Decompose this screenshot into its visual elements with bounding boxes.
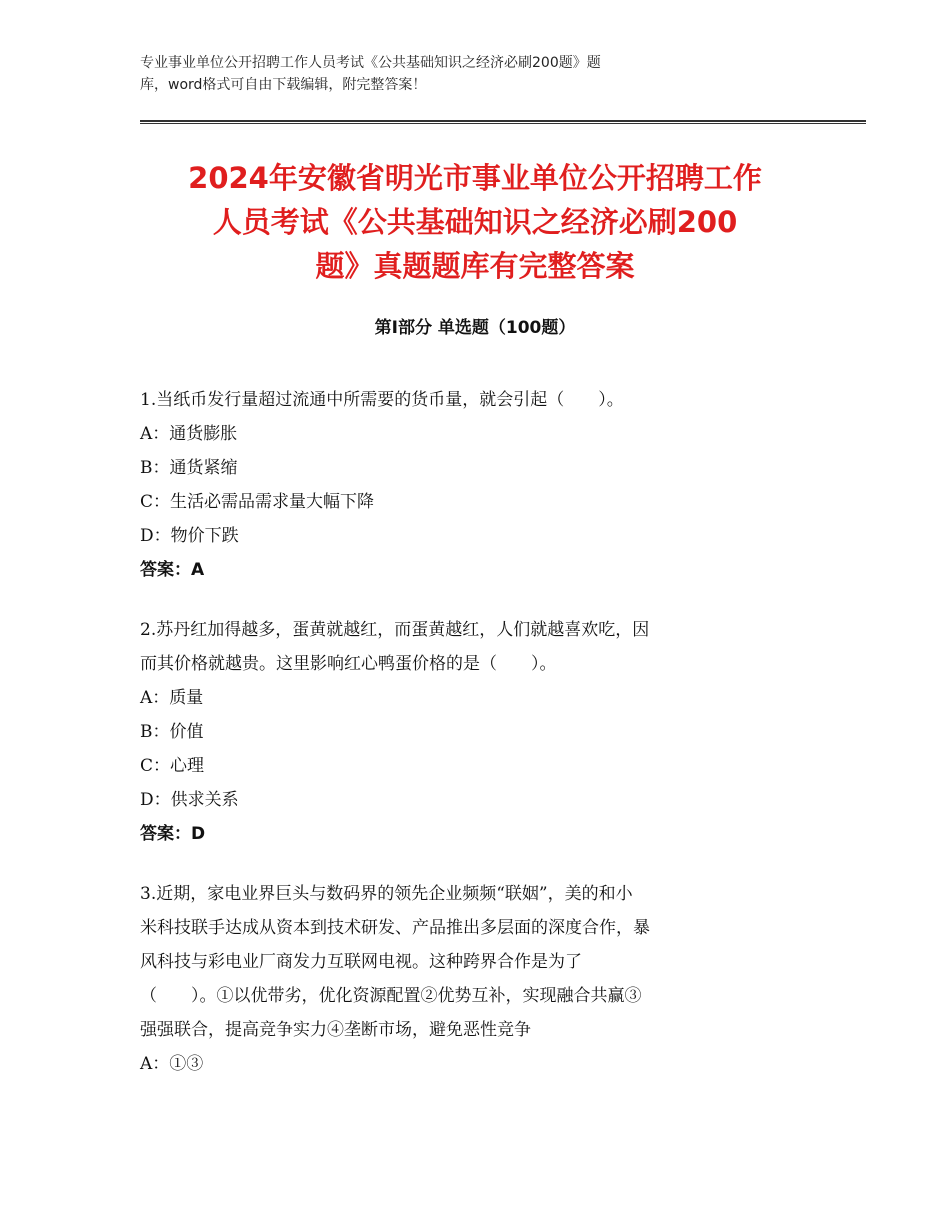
question-2 — [140, 613, 800, 851]
question-stem-line-2: 米科技联手达成从资本到技术研发、产品推出多层面的深度合作，暴 — [140, 918, 650, 938]
option-d: D：物价下跌 — [140, 526, 239, 546]
option-d: D：供求关系 — [140, 790, 239, 810]
option-b: B：通货紧缩 — [140, 458, 238, 478]
section-title: 第Ⅰ部分 单选题（100题） — [374, 318, 576, 338]
header-divider — [140, 120, 866, 124]
title-line-2: 人员考试《公共基础知识之经济必刷200 — [212, 205, 738, 239]
answer: 答案：D — [140, 824, 206, 844]
option-c: C：心理 — [140, 756, 205, 776]
question-stem: 1.当纸币发行量超过流通中所需要的货币量，就会引起（ ）。 — [140, 390, 624, 410]
question-1 — [140, 383, 800, 587]
page-header — [140, 52, 780, 96]
option-c: C：生活必需品需求量大幅下降 — [140, 492, 375, 512]
option-a: A：①③ — [140, 1054, 204, 1074]
question-3 — [140, 877, 800, 1081]
header-line-2: 库，word格式可自由下载编辑，附完整答案！ — [140, 77, 427, 93]
question-stem-line-4: （ ）。①以优带劣，优化资源配置②优势互补，实现融合共赢③ — [140, 986, 642, 1006]
document-title — [110, 156, 840, 288]
question-stem-line-1: 2.苏丹红加得越多，蛋黄就越红，而蛋黄越红，人们就越喜欢吃，因 — [140, 620, 650, 640]
option-b: B：价值 — [140, 722, 204, 742]
question-stem-line-5: 强强联合，提高竞争实力④垄断市场，避免恶性竞争 — [140, 1020, 531, 1040]
option-a: A：通货膨胀 — [140, 424, 238, 444]
header-line-1: 专业事业单位公开招聘工作人员考试《公共基础知识之经济必刷200题》题 — [140, 55, 601, 71]
question-stem-line-1: 3.近期，家电业界巨头与数码界的领先企业频频“联姻”，美的和小 — [140, 884, 633, 904]
question-stem-line-2: 而其价格就越贵。这里影响红心鸭蛋价格的是（ ）。 — [140, 654, 557, 674]
option-a: A：质量 — [140, 688, 204, 708]
title-line-3: 题》真题题库有完整答案 — [315, 249, 635, 283]
question-list — [140, 383, 800, 1107]
title-line-1: 2024年安徽省明光市事业单位公开招聘工作 — [188, 161, 762, 195]
answer: 答案：A — [140, 560, 205, 580]
question-stem-line-3: 风科技与彩电业厂商发力互联网电视。这种跨界合作是为了 — [140, 952, 582, 972]
